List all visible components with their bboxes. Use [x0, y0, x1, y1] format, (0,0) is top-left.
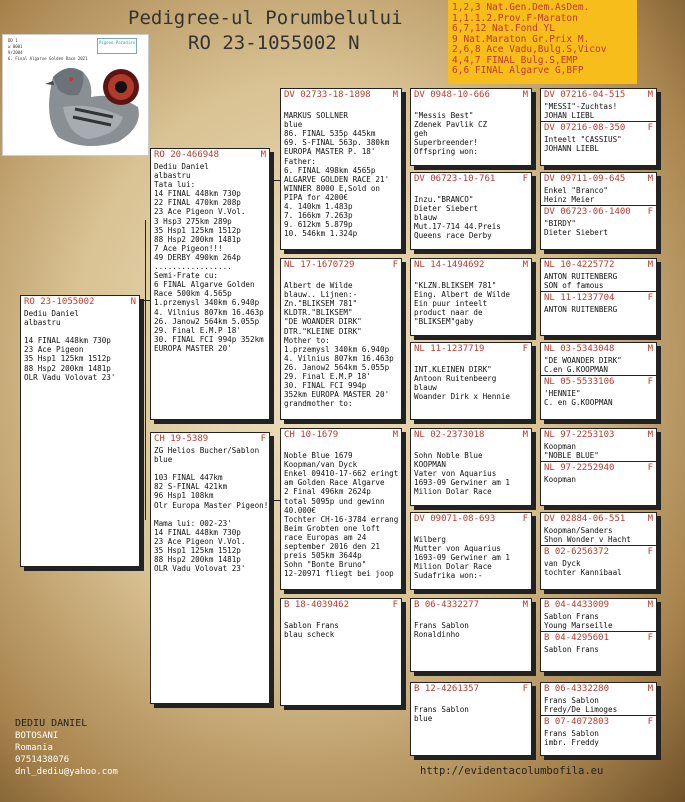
- pedigree-line: Milion Dolar Race: [414, 562, 492, 572]
- pedigree-line: "MESSI"-Zuchtas!: [544, 102, 618, 111]
- pedigree-line: 6. FINAL 498km 4565p: [284, 165, 376, 175]
- pedigree-line: [414, 272, 528, 281]
- pedigree-line: 69. S-FINAL 563p. 380km: [284, 138, 390, 148]
- pedigree-line: Ein puur inteelt: [414, 299, 488, 309]
- sex-marker: F: [522, 174, 528, 184]
- ring-number: DV 09711-09-645: [544, 174, 626, 184]
- pedigree-line: Zdenek Pavlik CZ: [414, 120, 488, 130]
- owner-line: dnl_dediu@yahoo.com: [15, 767, 118, 777]
- pedigree-line: Zn."BLIKSEM 781": [284, 299, 358, 309]
- sex-marker: F: [647, 207, 653, 218]
- ggp-card: [410, 682, 532, 756]
- pedigree-line: 35 Hsp1 125km 1512p: [154, 546, 241, 556]
- gggp-pair-card: [540, 88, 657, 166]
- pigeon-photo: [2, 34, 149, 156]
- pedigree-line: Father:: [284, 156, 317, 166]
- pedigree-line: ALGARVE GOLDEN RACE 21': [284, 174, 390, 184]
- pedigree-line: Albert de Wilde: [284, 281, 353, 291]
- pedigree-line: [414, 696, 528, 705]
- ggp-card: [410, 428, 532, 506]
- pedigree-line: 86. FINAL 535p 445km: [284, 129, 376, 139]
- pedigree-line: blue: [414, 714, 433, 724]
- pedigree-line: 103 FINAL 447km: [154, 473, 223, 483]
- maternal-grandfather-card: [280, 428, 402, 590]
- gggp-pair-card: [540, 172, 657, 250]
- sex-marker: F: [647, 293, 653, 304]
- pedigree-line: [24, 327, 136, 336]
- pedigree-line: 9. 612km 5.879p: [284, 220, 353, 230]
- photo-caption: DD 1: [8, 38, 18, 43]
- pedigree-line: "DE WOANDER DIRK": [284, 317, 362, 327]
- gggp-pair-card: [540, 512, 657, 590]
- pedigree-line: 2 Final 496km 2624p: [284, 487, 371, 497]
- achievement-line: 4,4,7 FINAL Bulg.S,EMP: [452, 54, 578, 66]
- pedigree-line: albastru: [154, 171, 191, 181]
- pedigree-line: OLR Vadu Volovat 23': [154, 564, 246, 574]
- pedigree-line: C. en G.KOOPMAN: [544, 398, 613, 408]
- sex-marker: F: [522, 344, 528, 354]
- pedigree-line: 35 Hsp1 125km 1512p: [24, 354, 111, 364]
- gggp-pair-card: [540, 342, 657, 420]
- ring-number: NL 14-1494692: [414, 260, 485, 270]
- ring-number: B 06-4332277: [414, 600, 480, 610]
- sex-marker: M: [260, 150, 266, 160]
- pedigree-line: 352km EUROPA MASTER 20': [284, 390, 390, 400]
- pedigree-line: 96 Hsp1 108km: [154, 491, 214, 501]
- ring-number: B 18-4039462: [284, 600, 350, 610]
- sex-marker: F: [260, 434, 266, 444]
- footer-url-link[interactable]: http://evidentacolumbofila.eu: [420, 765, 604, 777]
- ring-number: DV 06723-06-1400: [544, 207, 631, 218]
- pedigree-line: "NOBLE BLUE": [544, 451, 599, 461]
- sex-marker: M: [647, 344, 653, 354]
- pedigree-line: race Europas am 24: [284, 532, 367, 542]
- owner-line: 0751438076: [15, 755, 70, 765]
- pedigree-line: "DE WOANDER DIRK": [544, 356, 622, 365]
- pedigree-line: blue: [284, 120, 303, 130]
- ring-number: B 04-4433009: [544, 600, 610, 610]
- photo-caption: 9/2004: [8, 50, 23, 55]
- ggp-card: [410, 172, 532, 250]
- sex-marker: F: [392, 260, 398, 270]
- paternal-grandmother-card: [280, 258, 402, 420]
- pedigree-line: [154, 510, 266, 519]
- pedigree-line: SON of famous: [544, 281, 604, 291]
- gggp-pair-card: [540, 258, 657, 336]
- maternal-grandmother-card: [280, 598, 402, 706]
- pedigree-line: 23 Ace Pigeon V.Vol.: [154, 207, 246, 217]
- paternal-grandfather-card: [280, 88, 402, 250]
- pedigree-line: Antoon Ruitenbeerg: [414, 374, 497, 384]
- sex-marker: F: [522, 684, 528, 694]
- ggp-card: [410, 88, 532, 166]
- ring-number: B 07-4072803: [544, 717, 610, 728]
- pedigree-line: PIPA for 4200€: [284, 192, 349, 202]
- pedigree-line: DTR."KLEINE DIRK": [284, 326, 362, 336]
- gggp-pair-card: [540, 682, 657, 756]
- pedigree-line: 14 FINAL 448km 730p: [154, 527, 241, 537]
- pedigree-line: Semi-Frate cu:: [154, 271, 219, 281]
- pedigree-line: OLR Vadu Volovat 23': [24, 372, 116, 382]
- pedigree-line: Vater von Aquarius: [414, 469, 497, 479]
- sex-marker: M: [522, 260, 528, 270]
- connector-line: [145, 220, 146, 520]
- pedigree-line: Woander Dirk x Hennie: [414, 392, 511, 402]
- pedigree-line: 10. 546km 1.324p: [284, 229, 358, 239]
- pedigree-line: "BLIKSEM"gaby: [414, 317, 474, 327]
- pedigree-line: Mutter von Aquarius: [414, 544, 501, 554]
- pedigree-line: Heinz Meier: [544, 195, 595, 205]
- pedigree-line: Koopman/van Dyck: [284, 460, 358, 470]
- sex-marker: F: [647, 377, 653, 388]
- pedigree-line: EUROPA MASTER 20': [154, 343, 232, 353]
- pedigree-line: Milion Dolar Race: [414, 487, 492, 497]
- pedigree-line: 4. Vilnius 807km 16.463p: [284, 353, 394, 363]
- pedigree-line: 30. FINAL FCI 994p: [284, 381, 367, 391]
- pedigree-line: 1693-09 Gerwiner am 1: [414, 553, 511, 563]
- pedigree-line: 29. Final E.M.P 18': [154, 325, 241, 335]
- owner-name: DEDIU DANIEL: [15, 718, 88, 729]
- pedigree-line: [414, 102, 528, 111]
- sex-marker: M: [392, 430, 398, 440]
- pedigree-line: Dediu Daniel: [154, 162, 209, 171]
- sex-marker: F: [392, 600, 398, 610]
- pedigree-line: Tata lui:: [154, 180, 196, 190]
- pedigree-line: 23 Ace Pigeon V.Vol.: [154, 536, 246, 546]
- achievement-line: 9 Nat.Maraton Gr.Prix M.: [452, 33, 590, 45]
- pedigree-line: Inteelt "CASSIUS": [544, 135, 622, 145]
- ring-number: RO 20-466948: [154, 150, 220, 160]
- pedigree-line: [284, 442, 398, 451]
- pedigree-line: 26. Janow2 564km 5.055p: [154, 316, 260, 326]
- pedigree-line: Fredy/De Limoges: [544, 705, 618, 715]
- owner-line: Romania: [15, 743, 53, 753]
- ring-number: NL 97-2253103: [544, 430, 615, 440]
- achievements-panel: [448, 0, 637, 84]
- ggp-card: [410, 342, 532, 420]
- pedigree-line: Frans Sablon: [544, 729, 599, 739]
- sex-marker: M: [522, 430, 528, 440]
- pedigree-line: Noble Blue 1679: [284, 451, 353, 461]
- pedigree-line: KOOPMAN: [414, 460, 447, 470]
- pedigree-line: Dieter Siebert: [414, 204, 479, 214]
- pedigree-line: Dediu Daniel: [24, 309, 79, 318]
- pedigree-line: 1.przemysl 340km 6.940p: [154, 298, 260, 308]
- pedigree-line: 14 FINAL 448km 730p: [24, 336, 111, 346]
- photo-caption: 6. Final Algarve Golden Race 2021: [8, 56, 88, 61]
- pedigree-line: 1.przemysl 340km 6.940p: [284, 344, 390, 354]
- pedigree-line: am Golden Race Algarve: [284, 478, 385, 488]
- pedigree-line: blauw.. Lijnen:-: [284, 290, 358, 300]
- sex-marker: F: [647, 717, 653, 728]
- sex-marker: F: [647, 463, 653, 474]
- pedigree-line: blauw: [414, 213, 437, 223]
- pedigree-line: Mama lui: 002-23': [154, 518, 232, 528]
- ring-number: NL 11-1237704: [544, 293, 615, 304]
- pedigree-line: Dieter Siebert: [544, 228, 609, 238]
- pedigree-line: Young Marseille: [544, 621, 613, 631]
- pedigree-line: INT.KLEINEN DIRK": [414, 365, 492, 375]
- ring-number: DV 09071-08-693: [414, 514, 496, 524]
- pedigree-line: Inzu."BRANCO": [414, 195, 474, 205]
- pedigree-line: van Dyck: [544, 559, 581, 569]
- pedigree-line: Sudafrika won:-: [414, 571, 483, 581]
- pedigree-line: Mut.17-714 44.Preis: [414, 222, 501, 232]
- pedigree-line: MARKUS SOLLNER: [284, 111, 349, 121]
- ring-number: DV 02884-06-551: [544, 514, 626, 524]
- ring-number: DV 0948-10-666: [414, 90, 490, 100]
- pedigree-line: 29. Final E.M.P 18': [284, 372, 371, 382]
- owner-info: [15, 718, 118, 778]
- pedigree-line: preis 505km 3644p: [284, 551, 362, 561]
- pedigree-line: 14 FINAL 448km 730p: [154, 189, 241, 199]
- subject-pigeon-card: [20, 295, 140, 567]
- pedigree-line: 12-20971 fliegt bei joop: [284, 569, 394, 579]
- pedigree-line: Sohn "Bonte Bruno": [284, 560, 367, 570]
- pedigree-line: Sablon Frans: [544, 645, 599, 655]
- pedigree-line: 40.000€: [284, 505, 317, 515]
- pedigree-line: 1693-09 Gerwiner am 1: [414, 478, 511, 488]
- sex-marker: F: [522, 514, 528, 524]
- pedigree-line: 7 Ace Pigeon!!!: [154, 243, 223, 253]
- pedigree-line: 88 Hsp2 200km 1481p: [154, 234, 241, 244]
- pedigree-line: [284, 272, 398, 281]
- connector-line: [270, 180, 280, 181]
- ring-number: NL 11-1237719: [414, 344, 485, 354]
- ggp-card: [410, 258, 532, 336]
- pedigree-line: 22 FINAL 470km 208p: [154, 198, 241, 208]
- pedigree-line: 6 FINAL Algarve Golden: [154, 280, 255, 290]
- pedigree-line: [284, 102, 398, 111]
- pedigree-line: 'HENNIE": [544, 389, 581, 399]
- pedigree-line: 26. Janow2 564km 5.055p: [284, 362, 390, 372]
- pedigree-line: Sohn Noble Blue: [414, 451, 483, 461]
- pedigree-line: Ronaldinho: [414, 630, 460, 640]
- sex-marker: M: [647, 430, 653, 440]
- pedigree-line: [414, 612, 528, 621]
- sex-marker: M: [647, 90, 653, 100]
- pedigree-line: Tochter CH-16-3784 errang: [284, 514, 399, 524]
- pedigree-line: 88 Hsp2 200km 1481p: [154, 555, 241, 565]
- pedigree-line: JOHANN LIEBL: [544, 144, 599, 154]
- pedigree-line: 4. 140km 1.483p: [284, 202, 353, 212]
- pedigree-line: Koopman/Sanders: [544, 526, 613, 535]
- achievement-line: 1,2,3 Nat.Gen.Dem.AsDem.: [452, 2, 590, 13]
- ring-number: DV 02733-18-1898: [284, 90, 371, 100]
- sex-marker: F: [647, 547, 653, 558]
- pedigree-line: Offspring won:: [414, 147, 479, 157]
- pedigree-line: Sablon Frans: [544, 612, 599, 621]
- pedigree-line: Frans Sablon: [544, 696, 599, 705]
- sex-marker: M: [522, 90, 528, 100]
- pedigree-line: ZG Helios Bucher/Sablon: [154, 446, 260, 455]
- father-card: [150, 148, 270, 420]
- achievement-line: 1,1.1.2.Prov.F-Maraton: [452, 12, 578, 24]
- pedigree-line: geh: [414, 129, 428, 139]
- owner-line: BOTOSANI: [15, 731, 59, 741]
- pedigree-line: 30. FINAL FCI 994p 352km: [154, 334, 264, 344]
- pedigree-line: WINNER 8000 E,Sold on: [284, 183, 381, 193]
- gggp-pair-card: [540, 598, 657, 672]
- pedigree-line: [284, 612, 398, 621]
- pedigree-line: "BIRDY": [544, 219, 577, 229]
- sex-marker: M: [647, 684, 653, 694]
- gggp-pair-card: [540, 428, 657, 506]
- pedigree-line: Sablon Frans: [284, 621, 339, 631]
- sex-marker: M: [647, 600, 653, 610]
- achievement-line: 2,6,8 Ace Vadu,Bulg.S,Vicov: [452, 44, 607, 55]
- pedigree-line: grandmother to:: [284, 399, 353, 409]
- pedigree-line: Queens race Derby: [414, 231, 492, 241]
- pedigree-line: Shon Wonder v Hacht: [544, 535, 631, 545]
- ring-number: B 02-6256372: [544, 547, 610, 558]
- pedigree-line: "KLZN.BLIKSEM 781": [414, 281, 497, 291]
- pedigree-line: KLDTR."BLIKSEM": [284, 308, 353, 318]
- pedigree-line: albastru: [24, 318, 61, 328]
- pedigree-line: tochter Kannibaal: [544, 568, 622, 578]
- ring-number: CH 10-1679: [284, 430, 339, 440]
- ring-number: NL 17-1670729: [284, 260, 355, 270]
- sex-marker: M: [647, 174, 653, 184]
- ring-number: NL 10-4225772: [544, 260, 615, 270]
- sex-marker: M: [522, 600, 528, 610]
- pedigree-line: imbr. Freddy: [544, 738, 599, 748]
- ggp-card: [410, 598, 532, 672]
- pedigree-line: Superbreender!: [414, 138, 479, 148]
- pedigree-line: [154, 464, 266, 473]
- pedigree-line: ANTON RUITENBERG: [544, 305, 618, 315]
- pedigree-line: Wilberg: [414, 535, 447, 545]
- ring-number: DV 07216-04-515: [544, 90, 626, 100]
- pedigree-line: Enkel "Branco": [544, 186, 609, 195]
- connector-line: [270, 500, 280, 501]
- pedigree-line: Enkel 09410-17-662 eringt: [284, 469, 399, 479]
- ring-number: NL 97-2252940: [544, 463, 615, 474]
- pedigree-line: 3 Hsp3 275km 289p: [154, 216, 232, 226]
- ring-number: DV 06723-10-761: [414, 174, 496, 184]
- sex-marker: M: [647, 514, 653, 524]
- pedigree-line: 82 S-FINAL 421km: [154, 482, 228, 492]
- pedigree-line: 4. Vilnius 807km 16.463p: [154, 307, 264, 317]
- pedigree-line: 7. 166km 7.263p: [284, 211, 353, 221]
- pedigree-line: Mother to:: [284, 335, 330, 345]
- pedigree-line: [414, 442, 528, 451]
- pedigree-line: Race 500km 4.565p: [154, 289, 232, 299]
- sex-marker: N: [130, 297, 136, 307]
- pedigree-line: C.en G.KOOPMAN: [544, 365, 609, 375]
- pedigree-line: blue: [154, 455, 173, 465]
- pedigree-line: Koopman: [544, 475, 577, 485]
- pedigree-line: september 2016 den 21: [284, 542, 381, 552]
- sex-marker: F: [647, 633, 653, 644]
- pedigree-line: Eing. Albert de Wilde: [414, 290, 511, 300]
- sex-marker: M: [392, 90, 398, 100]
- page-title: Pedigree-ul Porumbelului: [128, 7, 403, 29]
- pedigree-line: blau scheck: [284, 630, 335, 640]
- photo-caption: w 0001: [8, 44, 23, 49]
- pedigree-line: EUROPA MASTER P. 18': [284, 147, 376, 157]
- sex-marker: M: [647, 260, 653, 270]
- pedigree-line: 49 DERBY 490km 264p: [154, 252, 241, 262]
- subject-ring-title: RO 23-1055002 N: [188, 32, 360, 54]
- pedigree-line: .................: [154, 262, 232, 272]
- achievement-line: 6,6 FINAL Algarve G,BFP: [452, 65, 584, 76]
- ring-number: CH 19-5389: [154, 434, 209, 444]
- pedigree-line: Frans Sablon: [414, 705, 469, 715]
- pedigree-line: Frans Sablon: [414, 621, 469, 631]
- ring-number: RO 23-1055002: [24, 297, 95, 307]
- pedigree-line: 88 Hsp2 200km 1481p: [24, 363, 111, 373]
- ggp-card: [410, 512, 532, 590]
- pedigree-line: [414, 186, 528, 195]
- pedigree-line: Koopman: [544, 442, 577, 451]
- pedigree-line: 23 Ace Pigeon: [24, 345, 84, 355]
- pedigree-line: blauw: [414, 383, 437, 393]
- pedigree-line: Beim Grobten one loft: [284, 523, 381, 533]
- pedigree-line: ANTON RUITENBERG: [544, 272, 618, 281]
- pedigree-line: Olr Europa Master Pigeon!: [154, 500, 269, 510]
- ring-number: NL 03-5343048: [544, 344, 615, 354]
- ring-number: B 04-4295601: [544, 633, 610, 644]
- mother-card: [150, 432, 270, 704]
- pedigree-line: total 5095p und gewinn: [284, 496, 385, 506]
- pedigree-line: "Messis Best": [414, 111, 474, 121]
- pedigree-line: [414, 356, 528, 365]
- achievement-line: 6,7,12 Nat.Fond YL: [452, 23, 555, 34]
- ring-number: NL 05-5533106: [544, 377, 615, 388]
- ring-number: NL 02-2373018: [414, 430, 485, 440]
- logo: Pigeon Paradise: [97, 38, 137, 54]
- pigeon-image: [23, 57, 148, 153]
- sex-marker: F: [647, 123, 653, 134]
- ring-number: DV 07216-08-350: [544, 123, 626, 134]
- pedigree-line: product naar de: [414, 308, 483, 318]
- pedigree-line: 35 Hsp1 125km 1512p: [154, 225, 241, 235]
- pedigree-line: JOHAN LIEBL: [544, 111, 595, 121]
- ring-number: B 12-4261357: [414, 684, 480, 694]
- pedigree-line: [414, 526, 528, 535]
- ring-number: B 06-4332280: [544, 684, 610, 694]
